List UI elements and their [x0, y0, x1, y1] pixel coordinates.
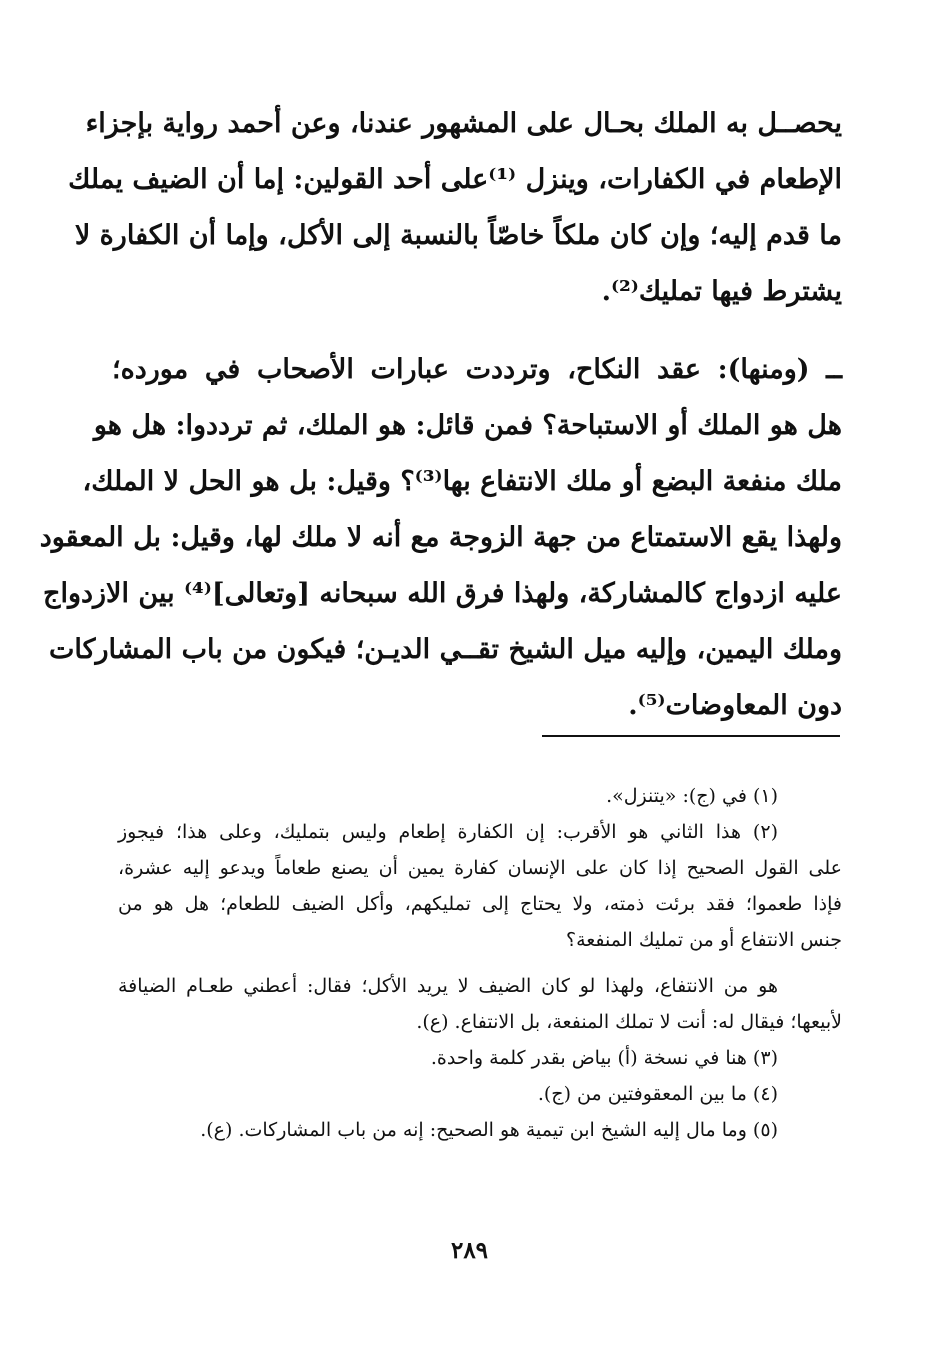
footnote-line: على القول الصحيح إذا كان على الإنسان كفارة يمين أن يصنع طعاماً ويدعو إليه عشرة، [118, 857, 842, 879]
main-line: دون المعاوضات⁽⁵⁾. [628, 690, 842, 721]
footnote-line: (٣) هنا في نسخة (أ) بياض بقدر كلمة واحدة. [430, 1047, 778, 1069]
footnote-gap [118, 958, 842, 968]
main-line: ما قدم إليه؛ وإن كان ملكاً خاصّاً بالنسبة إلى الأكل، وإما أن الكفارة لا [74, 220, 842, 251]
footnote-line: (١) في (ج): «يتنزل». [606, 785, 778, 807]
footnote-line: (٤) ما بين المعقوفتين من (ج). [537, 1083, 778, 1105]
footnote-line: (٥) وما مال إليه الشيخ ابن تيمية هو الصحيح: إنه من باب المشاركات. (ع). [200, 1119, 778, 1141]
footnote-line: هو من الانتفاع، ولهذا لو كان الضيف لا يريد الأكل؛ فقال: أعطني طعـام الضيافة [118, 975, 778, 997]
footnotes [118, 778, 842, 1148]
footnote-line: (٢) هذا الثاني هو الأقرب: إن الكفارة إطعام وليس بتمليك، وعلى هذا؛ فيجوز [118, 821, 778, 843]
footnote-line: لأبيعها؛ فيقال له: أنت لا تملك المنفعة، بل الانتفاع. (ع). [416, 1011, 842, 1033]
main-line: ولهذا يقع الاستمتاع من جهة الزوجة مع أنه لا ملك لها، وقيل: بل المعقود [39, 522, 842, 553]
main-line: وملك اليمين، وإليه ميل الشيخ تقــي الديـن؛ فيكون من باب المشاركات [49, 634, 842, 665]
page-number: ٢٨٩ [450, 1237, 489, 1264]
main-line: يشترط فيها تمليك⁽²⁾. [601, 276, 842, 307]
main-line: الإطعام في الكفارات، وينزل ⁽¹⁾على أحد القولين: إما أن الضيف يملك [68, 164, 842, 195]
footnote-separator [542, 735, 840, 737]
paragraph-gap [112, 320, 842, 342]
main-line: ــ (ومنها): عقد النكاح، وترددت عبارات الأصحاب في مورده؛ [112, 354, 842, 385]
main-line: ملك منفعة البضع أو ملك الانتفاع بها⁽³⁾؟ وقيل: بل هو الحل لا الملك، [82, 466, 842, 497]
main-line: يحصــل به الملك بحـال على المشهور عندنا، وعن أحمد رواية بإجزاء [85, 108, 842, 139]
main-line: عليه ازدواج كالمشاركة، ولهذا فرق الله سبحانه [وتعالى]⁽⁴⁾ بين الازدواج [43, 578, 842, 609]
footnote-line: جنس الانتفاع أو من تمليك المنفعة؟ [565, 929, 842, 951]
main-text [39, 96, 842, 734]
main-line: هل هو الملك أو الاستباحة؟ فمن قائل: هو الملك، ثم ترددوا: هل هو [93, 410, 842, 441]
footnote-line: فإذا طعموا؛ فقد برئت ذمته، ولا يحتاج إلى تمليكهم، وأكل الضيف للطعام؛ هل هو من [118, 893, 842, 915]
